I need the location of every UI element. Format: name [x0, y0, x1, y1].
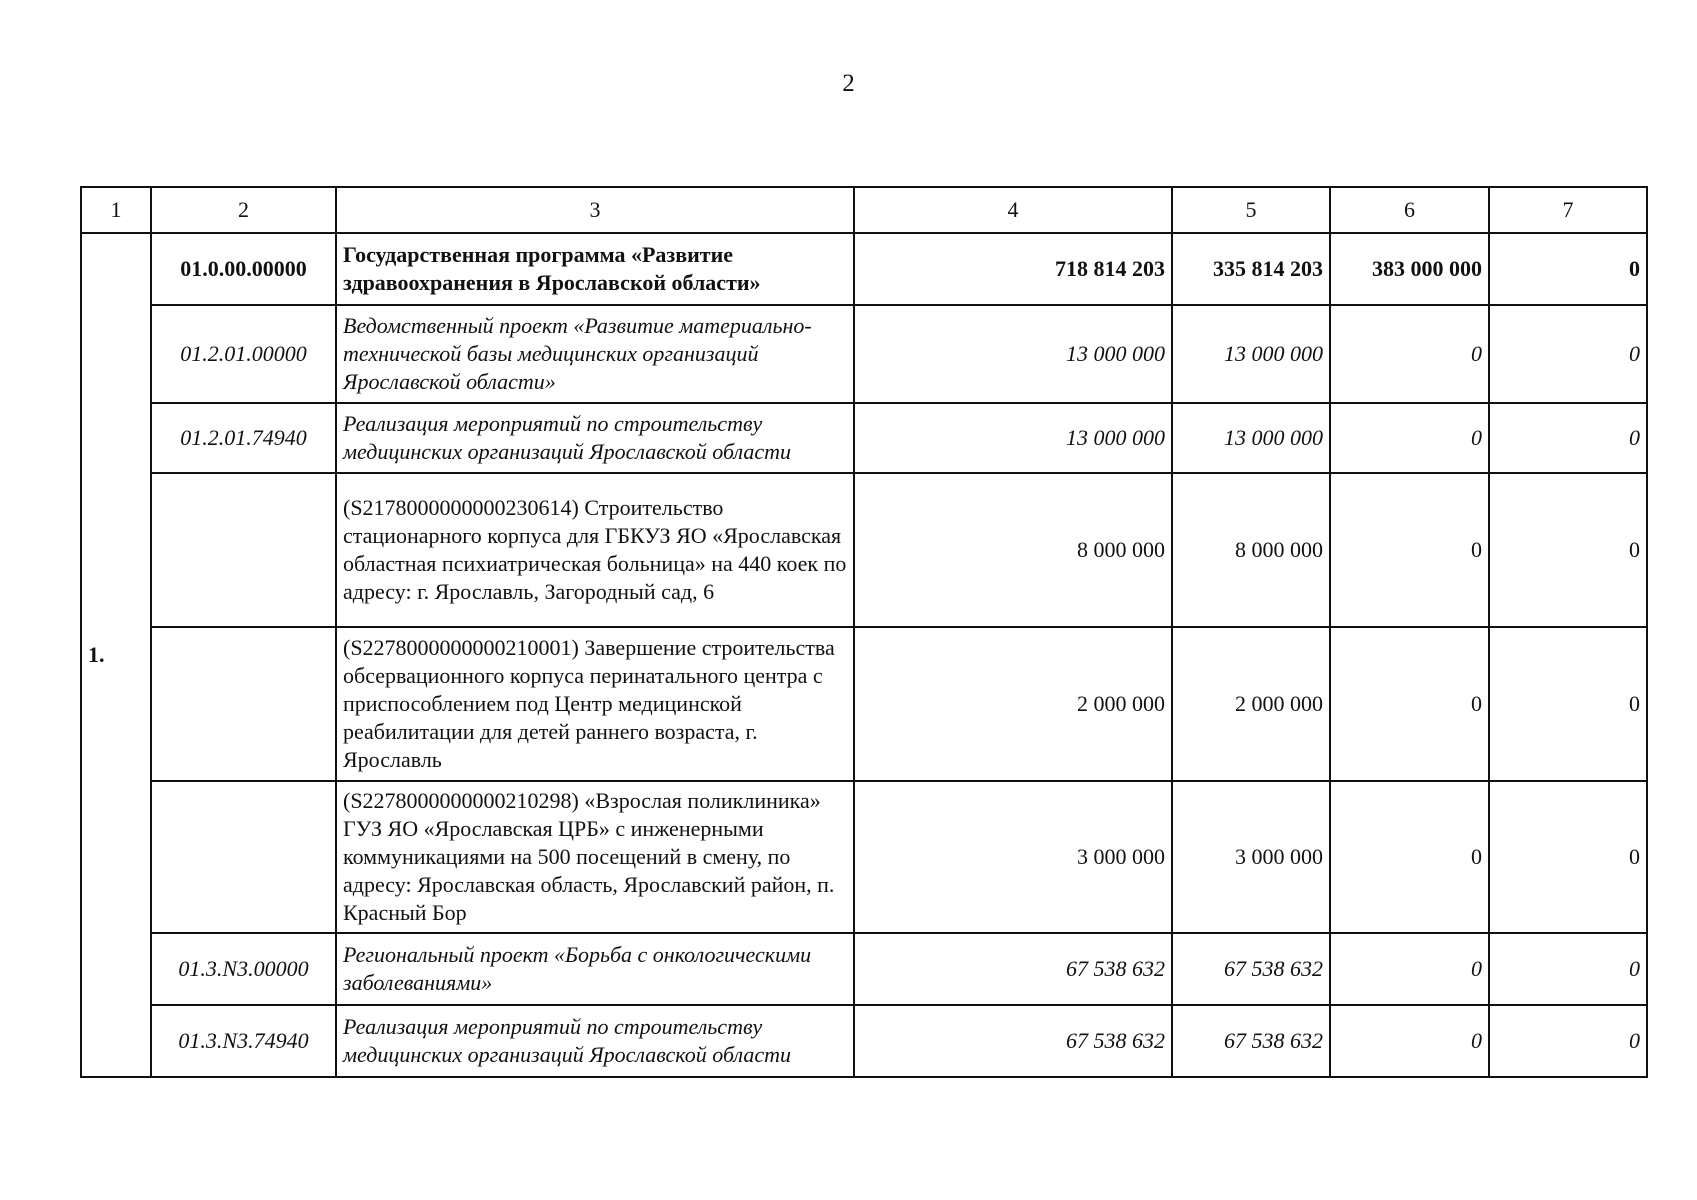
budget-code: [151, 627, 336, 781]
amount-col4: 13 000 000: [854, 305, 1172, 403]
item-name: (S2178000000000230614) Строительство стационарного корпуса для ГБКУЗ ЯО «Ярославская областная психиатрическая больница» на 440 коек по адресу: г. Ярославль, Загородный сад, 6: [336, 473, 854, 627]
amount-col7: 0: [1489, 1005, 1647, 1077]
page-number: 2: [842, 70, 855, 97]
item-name: Реализация мероприятий по строительству медицинских организаций Ярославской области: [336, 1005, 854, 1077]
amount-col6: 0: [1330, 473, 1489, 627]
amount-col7: 0: [1489, 403, 1647, 473]
header-cell: 1: [81, 187, 151, 233]
amount-col7: 0: [1489, 933, 1647, 1005]
amount-col6: 0: [1330, 933, 1489, 1005]
amount-col6: 0: [1330, 305, 1489, 403]
amount-col7: 0: [1489, 305, 1647, 403]
amount-col4: 8 000 000: [854, 473, 1172, 627]
budget-code: [151, 781, 336, 933]
budget-code: 01.3.N3.74940: [151, 1005, 336, 1077]
amount-col6: 0: [1330, 781, 1489, 933]
item-name: (S2278000000000210001) Завершение строительства обсервационного корпуса перинатального центра с приспособлением под Центр медицинской реабилитации для детей раннего возраста, г. Ярославль: [336, 627, 854, 781]
table-row: [81, 627, 1647, 781]
amount-col6: 0: [1330, 403, 1489, 473]
table-row: [81, 403, 1647, 473]
item-name: Ведомственный проект «Развитие материально-технической базы медицинских организаций Ярославской области»: [336, 305, 854, 403]
header-cell: 6: [1330, 187, 1489, 233]
budget-code: 01.2.01.00000: [151, 305, 336, 403]
header-cell: 4: [854, 187, 1172, 233]
header-cell: 3: [336, 187, 854, 233]
amount-col7: 0: [1489, 781, 1647, 933]
amount-col5: 2 000 000: [1172, 627, 1330, 781]
table-row: [81, 473, 1647, 627]
amount-col5: 13 000 000: [1172, 305, 1330, 403]
amount-col6: 0: [1330, 627, 1489, 781]
item-name: Государственная программа «Развитие здравоохранения в Ярославской области»: [336, 233, 854, 305]
amount-col4: 3 000 000: [854, 781, 1172, 933]
amount-col5: 3 000 000: [1172, 781, 1330, 933]
budget-code: [151, 473, 336, 627]
amount-col5: 13 000 000: [1172, 403, 1330, 473]
amount-col5: 67 538 632: [1172, 933, 1330, 1005]
amount-col7: 0: [1489, 473, 1647, 627]
item-name: Региональный проект «Борьба с онкологическими заболеваниями»: [336, 933, 854, 1005]
header-cell: 5: [1172, 187, 1330, 233]
budget-code: 01.0.00.00000: [151, 233, 336, 305]
table-row: [81, 933, 1647, 1005]
item-name: (S2278000000000210298) «Взрослая поликлиника» ГУЗ ЯО «Ярославская ЦРБ» с инженерными коммуникациями на 500 посещений в смену, по адресу: Ярославская область, Ярославский район, п. Красный Бор: [336, 781, 854, 933]
table-row: [81, 233, 1647, 305]
amount-col4: 2 000 000: [854, 627, 1172, 781]
header-cell: 7: [1489, 187, 1647, 233]
amount-col7: 0: [1489, 233, 1647, 305]
table-header-row: [81, 187, 1647, 233]
amount-col5: 8 000 000: [1172, 473, 1330, 627]
amount-col4: 67 538 632: [854, 1005, 1172, 1077]
table-row: [81, 305, 1647, 403]
table-row: [81, 781, 1647, 933]
item-name: Реализация мероприятий по строительству медицинских организаций Ярославской области: [336, 403, 854, 473]
amount-col6: 0: [1330, 1005, 1489, 1077]
row-index: 1.: [81, 233, 151, 1077]
budget-table: [80, 186, 1648, 1078]
table-row: [81, 1005, 1647, 1077]
budget-code: 01.2.01.74940: [151, 403, 336, 473]
amount-col4: 67 538 632: [854, 933, 1172, 1005]
amount-col4: 13 000 000: [854, 403, 1172, 473]
amount-col6: 383 000 000: [1330, 233, 1489, 305]
amount-col5: 67 538 632: [1172, 1005, 1330, 1077]
amount-col7: 0: [1489, 627, 1647, 781]
header-cell: 2: [151, 187, 336, 233]
budget-code: 01.3.N3.00000: [151, 933, 336, 1005]
amount-col5: 335 814 203: [1172, 233, 1330, 305]
amount-col4: 718 814 203: [854, 233, 1172, 305]
